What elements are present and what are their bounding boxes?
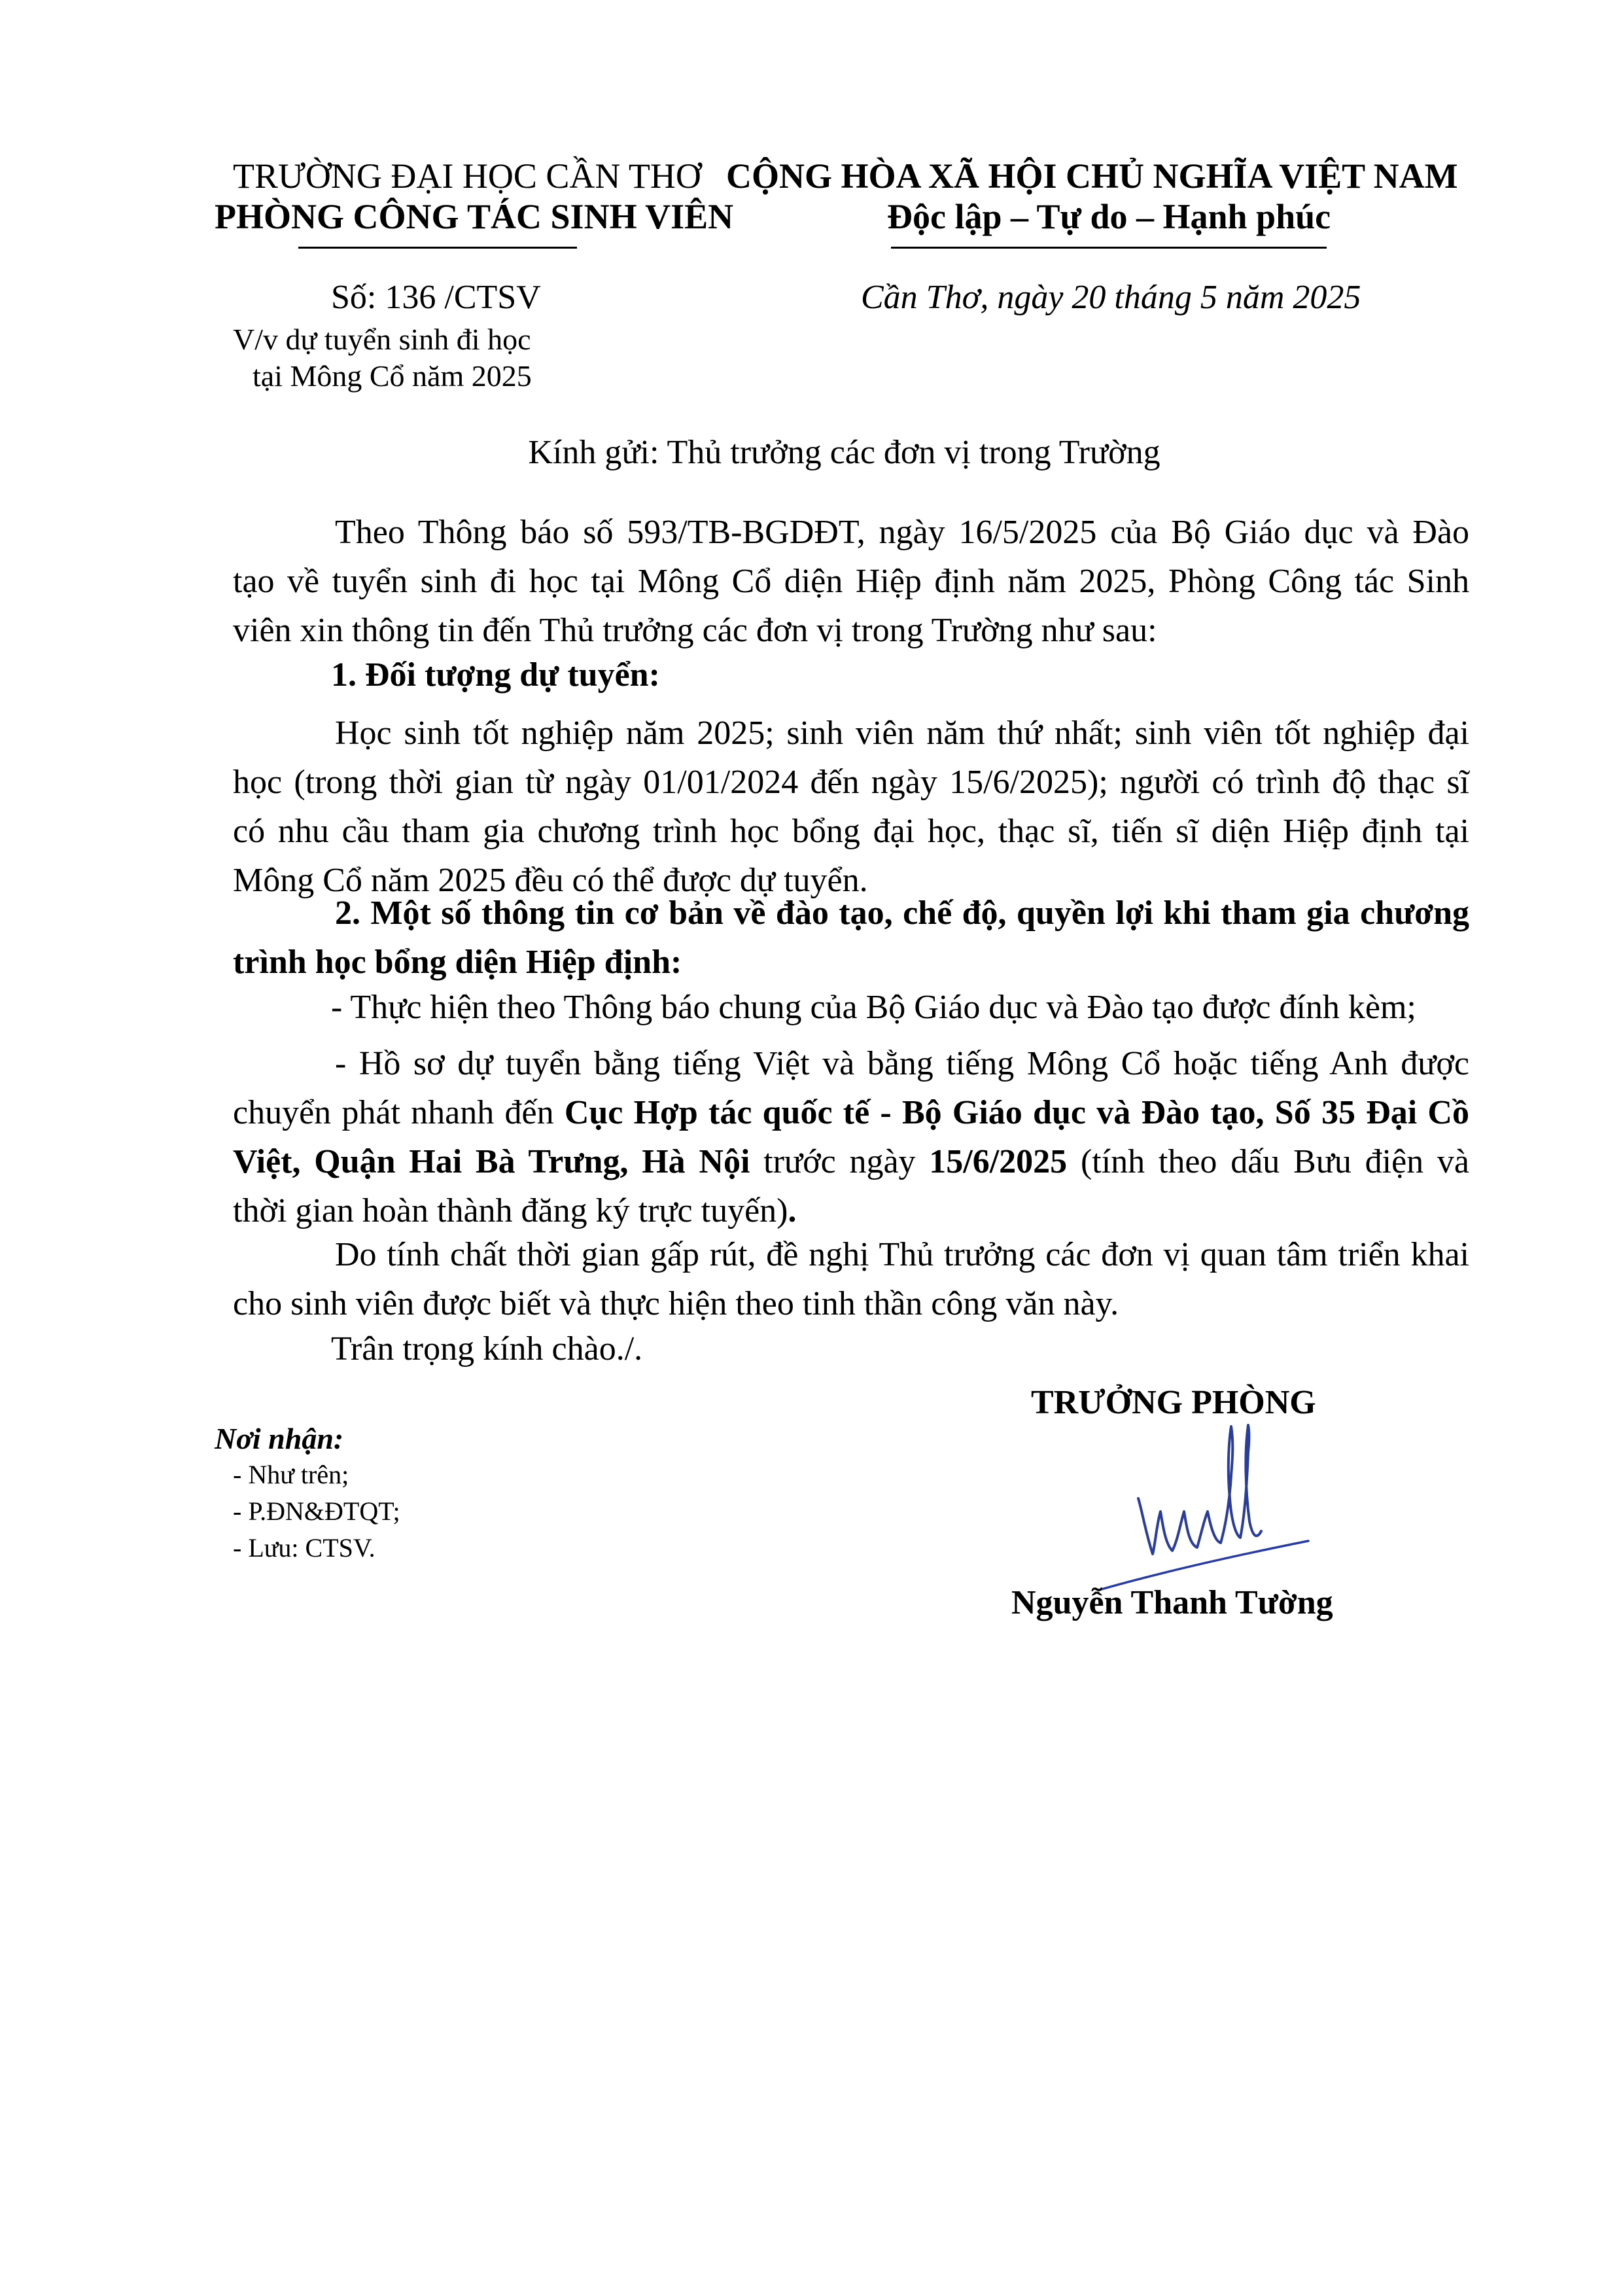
bullet-2-before: trước ngày	[750, 1143, 930, 1180]
closing-paragraph	[233, 1230, 1469, 1328]
bullet-2-address-1: Cục Hợp tác quốc tế - Bộ Giáo dục và Đào tạo, Số 35 Đại Cồ	[564, 1094, 1469, 1131]
recipients-title: Nơi nhận:	[215, 1422, 344, 1455]
bullet-2-address-2: Việt, Quận Hai Bà Trưng, Hà Nội	[233, 1143, 750, 1180]
section-2-heading-line-1: 2. Một số thông tin cơ bản về đào tạo, chế độ, quyền lợi khi tham gia chương	[335, 894, 1469, 932]
document-number: Số: 136 /CTSV	[331, 279, 541, 316]
closing-line-1: Do tính chất thời gian gấp rút, đề nghị Thủ trưởng các đơn vị quan tâm triển khai	[335, 1236, 1469, 1273]
bullet-2-period: .	[788, 1192, 797, 1229]
closing-line-2: cho sinh viên được biết và thực hiện theo tinh thần công văn này.	[233, 1285, 1119, 1322]
section-2-heading	[233, 889, 1469, 987]
signature-image	[1092, 1413, 1328, 1603]
intro-paragraph	[233, 508, 1469, 655]
signer-title: TRƯỞNG PHÒNG	[1031, 1384, 1316, 1421]
bullet-2-text: chuyển phát nhanh đến	[233, 1094, 565, 1131]
signer-name: Nguyễn Thanh Tường	[1011, 1584, 1333, 1621]
intro-line-3: viên xin thông tin đến Thủ trưởng các đơn vị trong Trường như sau:	[233, 612, 1157, 649]
department-name: PHÒNG CÔNG TÁC SINH VIÊN	[215, 197, 734, 236]
intro-line-1: Theo Thông báo số 593/TB-BGDĐT, ngày 16/5/2025 của Bộ Giáo dục và Đào	[335, 514, 1469, 551]
section-2-heading-line-2: trình học bổng diện Hiệp định:	[233, 944, 682, 981]
recipient-item: - Như trên;	[233, 1460, 349, 1489]
subject-line-2: tại Mông Cổ năm 2025	[253, 359, 532, 393]
bullet-2-note-end: thời gian hoàn thành đăng ký trực tuyến)	[233, 1192, 788, 1229]
section-1-heading: 1. Đối tượng dự tuyển:	[331, 656, 660, 694]
recipient-item: - Lưu: CTSV.	[233, 1533, 375, 1563]
bullet-2-deadline: 15/6/2025	[929, 1143, 1068, 1180]
bullet-2-line-4	[233, 1186, 1469, 1235]
section-1-line-1: Học sinh tốt nghiệp năm 2025; sinh viên năm thứ nhất; sinh viên tốt nghiệp đại	[335, 715, 1469, 752]
section-1-body	[233, 709, 1469, 905]
national-title: CỘNG HÒA XÃ HỘI CHỦ NGHĨA VIỆT NAM	[726, 156, 1458, 196]
intro-line-2: tạo về tuyển sinh đi học tại Mông Cổ diện Hiệp định năm 2025, Phòng Công tác Sinh	[233, 563, 1469, 600]
salutation: Kính gửi: Thủ trưởng các đơn vị trong Trường	[528, 434, 1161, 471]
org-name: TRƯỜNG ĐẠI HỌC CẦN THƠ	[233, 156, 701, 196]
subject-line-1: V/v dự tuyển sinh đi học	[233, 323, 531, 356]
regards: Trân trọng kính chào./.	[331, 1330, 643, 1368]
bullet-2-note: (tính theo dấu Bưu điện và	[1067, 1143, 1470, 1180]
bullet-2-line-3	[233, 1137, 1469, 1186]
section-1-line-2: học (trong thời gian từ ngày 01/01/2024 đến ngày 15/6/2025); người có trình độ thạc sĩ	[233, 764, 1469, 801]
department-underline	[298, 247, 577, 249]
national-motto: Độc lập – Tự do – Hạnh phúc	[887, 197, 1331, 236]
bullet-1: - Thực hiện theo Thông báo chung của Bộ Giáo dục và Đào tạo được đính kèm;	[331, 989, 1416, 1026]
recipient-item: - P.ĐN&ĐTQT;	[233, 1496, 400, 1526]
place-date: Cần Thơ, ngày 20 tháng 5 năm 2025	[861, 279, 1361, 316]
bullet-2-line-1: - Hồ sơ dự tuyển bằng tiếng Việt và bằng tiếng Mông Cổ hoặc tiếng Anh được	[335, 1045, 1469, 1082]
section-1-line-3: có nhu cầu tham gia chương trình học bổng đại học, thạc sĩ, tiến sĩ diện Hiệp định tại	[233, 813, 1469, 850]
bullet-2	[233, 1039, 1469, 1235]
section-1-line-4: Mông Cổ năm 2025 đều có thể được dự tuyển.	[233, 862, 868, 899]
bullet-2-line-2	[233, 1088, 1469, 1137]
motto-underline	[891, 247, 1327, 249]
